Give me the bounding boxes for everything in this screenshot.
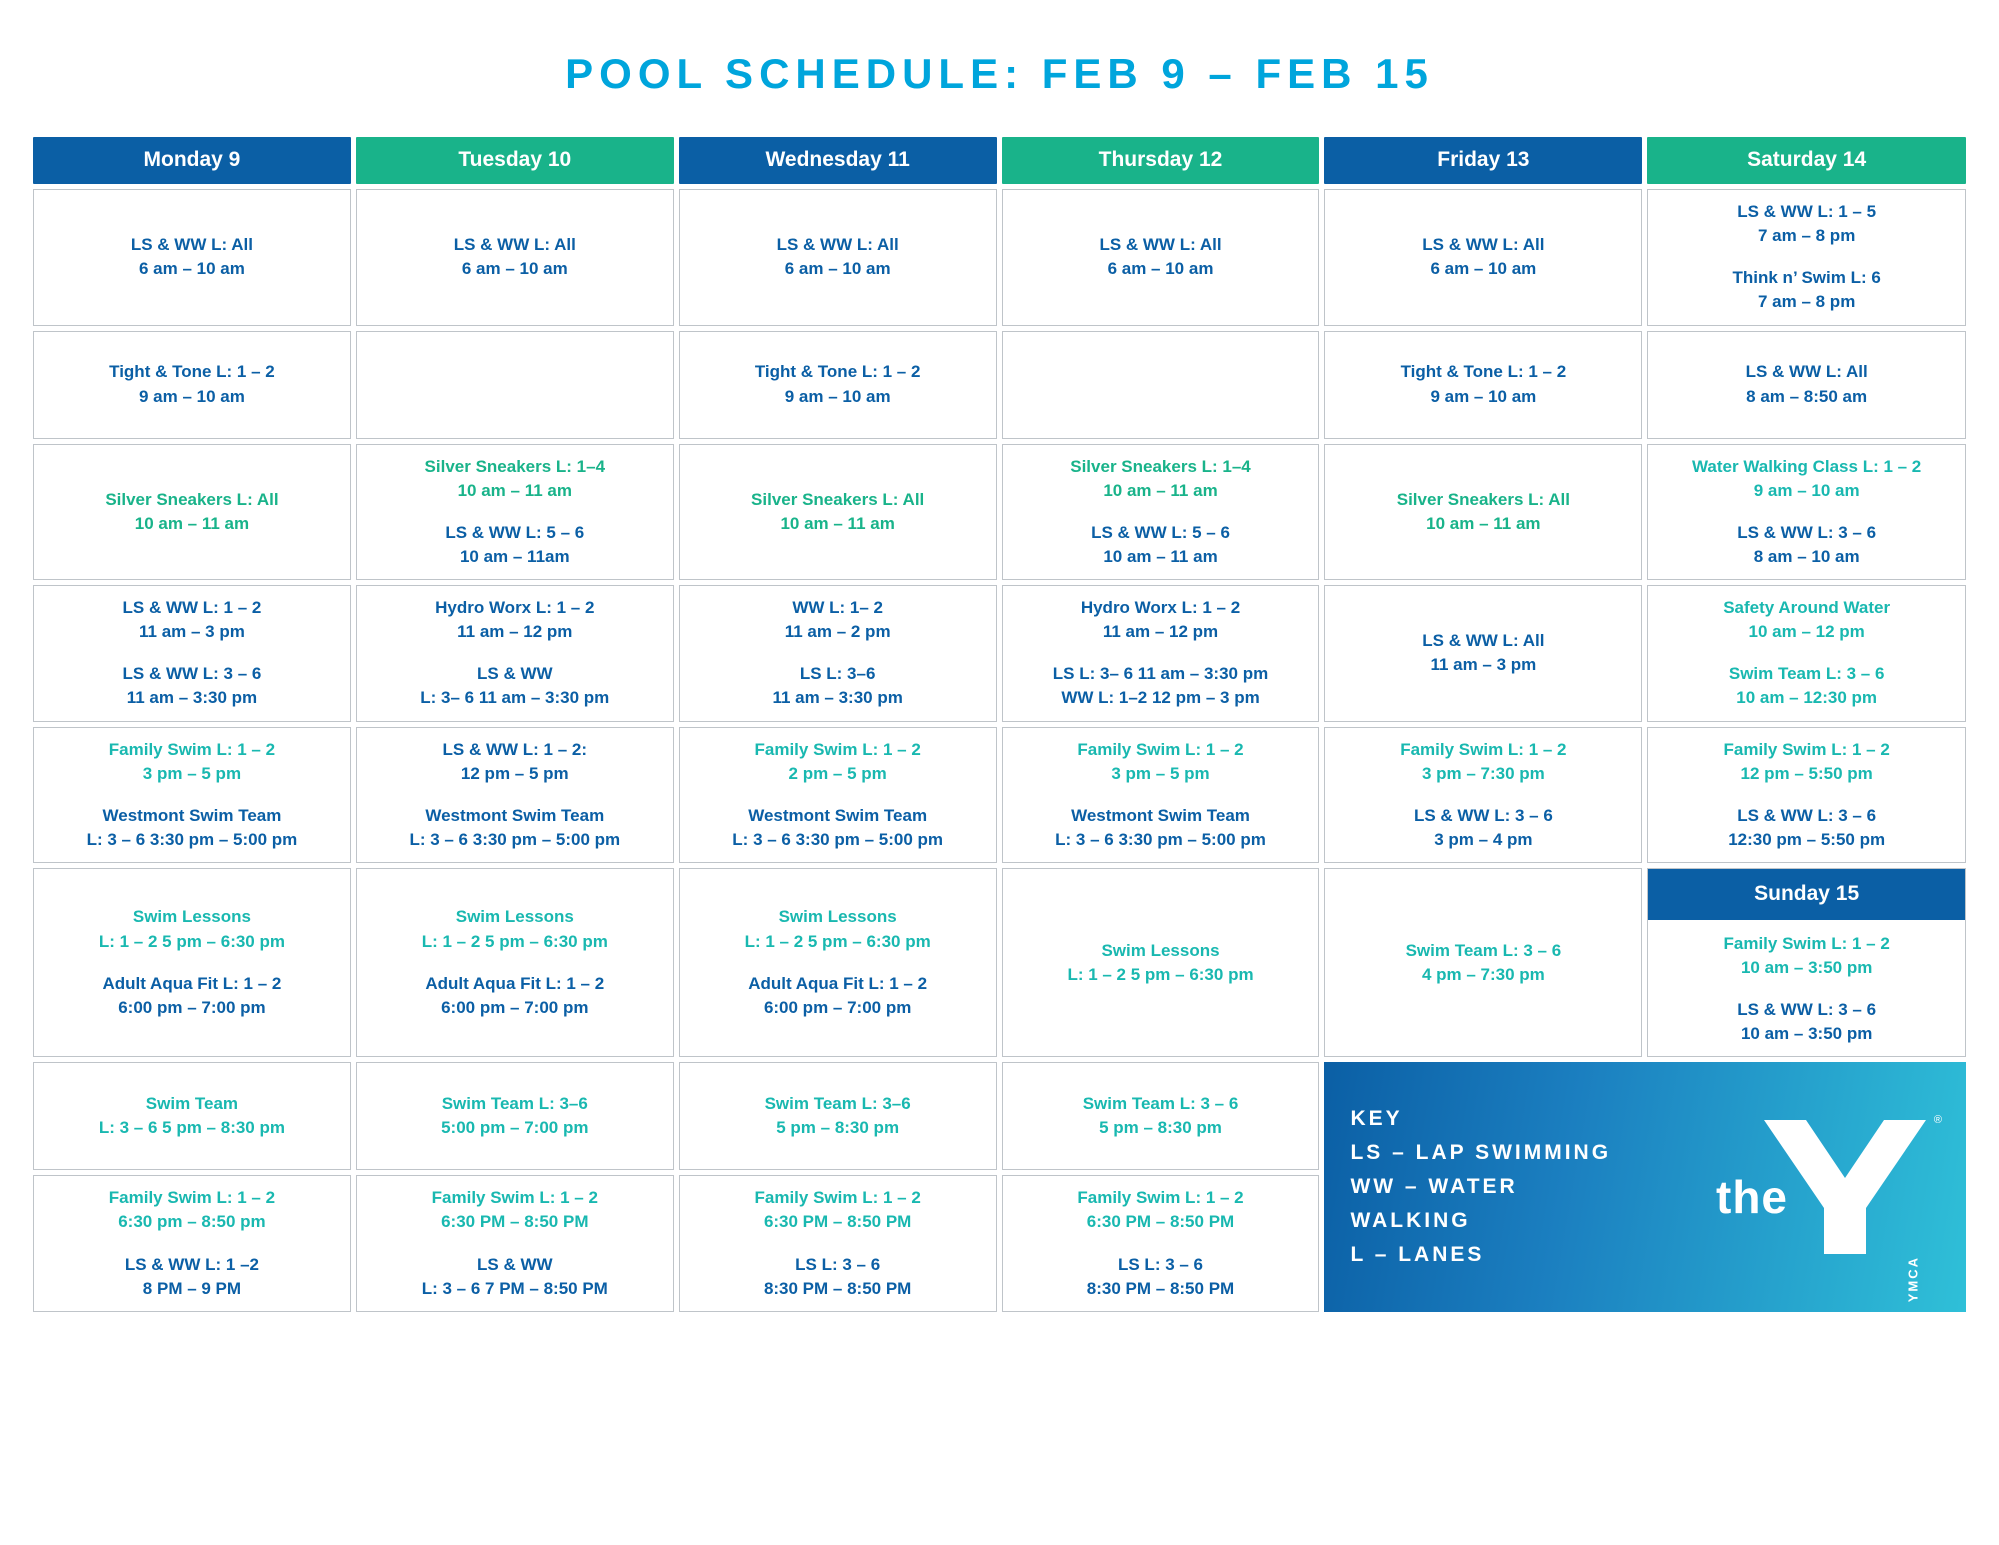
- slot-wednesday-silver-sneakers: Silver Sneakers L: All 10 am – 11 am: [679, 444, 997, 581]
- slot-friday-family-swim: Family Swim L: 1 – 2 3 pm – 7:30 pm LS & WW L: 3 – 6 3 pm – 4 pm: [1324, 727, 1642, 864]
- slot-wednesday-swim-team: Swim Team L: 3–6 5 pm – 8:30 pm: [679, 1062, 997, 1170]
- slot-thursday-swim-lessons: Swim Lessons L: 1 – 2 5 pm – 6:30 pm: [1002, 868, 1320, 1057]
- slot-wednesday-swim-lessons: Swim Lessons L: 1 – 2 5 pm – 6:30 pm Adult Aqua Fit L: 1 – 2 6:00 pm – 7:00 pm: [679, 868, 997, 1057]
- key-line-lanes: L – LANES: [1350, 1243, 1485, 1267]
- slot-saturday-ls-ww: LS & WW L: All 8 am – 8:50 am: [1647, 331, 1966, 439]
- slot-friday-early: LS & WW L: All 6 am – 10 am: [1324, 189, 1642, 326]
- table-row: [33, 189, 1966, 326]
- key-line-walking: WALKING: [1350, 1209, 1471, 1233]
- slot-monday-midday: LS & WW L: 1 – 2 11 am – 3 pm LS & WW L: 3 – 6 11 am – 3:30 pm: [33, 585, 351, 722]
- table-row: [33, 331, 1966, 439]
- slot-thursday-early: LS & WW L: All 6 am – 10 am: [1002, 189, 1320, 326]
- slot-tuesday-midday: Hydro Worx L: 1 – 2 11 am – 12 pm LS & WW L: 3– 6 11 am – 3:30 pm: [356, 585, 674, 722]
- slot-friday-midday: LS & WW L: All 11 am – 3 pm: [1324, 585, 1642, 722]
- slot-monday-silver-sneakers: Silver Sneakers L: All 10 am – 11 am: [33, 444, 351, 581]
- table-row: [33, 585, 1966, 722]
- slot-tuesday-silver-sneakers: Silver Sneakers L: 1–4 10 am – 11 am LS & WW L: 5 – 6 10 am – 11am: [356, 444, 674, 581]
- key-line-ww: WW – WATER: [1350, 1175, 1518, 1199]
- slot-wednesday-early: LS & WW L: All 6 am – 10 am: [679, 189, 997, 326]
- slot-monday-early: LS & WW L: All 6 am – 10 am: [33, 189, 351, 326]
- slot-saturday-water-walking: Water Walking Class L: 1 – 2 9 am – 10 am LS & WW L: 3 – 6 8 am – 10 am: [1647, 444, 1966, 581]
- table-row: [33, 868, 1966, 1057]
- slot-tuesday-evening: Family Swim L: 1 – 2 6:30 PM – 8:50 PM LS & WW L: 3 – 6 7 PM – 8:50 PM: [356, 1175, 674, 1312]
- slot-thursday-silver-sneakers: Silver Sneakers L: 1–4 10 am – 11 am LS & WW L: 5 – 6 10 am – 11 am: [1002, 444, 1320, 581]
- table-row: [33, 1062, 1966, 1170]
- day-header-saturday: Saturday 14: [1647, 137, 1966, 184]
- day-header-wednesday: Wednesday 11: [679, 137, 997, 184]
- slot-monday-swim-team: Swim Team L: 3 – 6 5 pm – 8:30 pm: [33, 1062, 351, 1170]
- day-header-monday: Monday 9: [33, 137, 351, 184]
- slot-tuesday-swim-lessons: Swim Lessons L: 1 – 2 5 pm – 6:30 pm Adult Aqua Fit L: 1 – 2 6:00 pm – 7:00 pm: [356, 868, 674, 1057]
- slot-monday-tight-tone: Tight & Tone L: 1 – 2 9 am – 10 am: [33, 331, 351, 439]
- slot-thursday-midday: Hydro Worx L: 1 – 2 11 am – 12 pm LS L: 3– 6 11 am – 3:30 pm WW L: 1–2 12 pm – 3 pm: [1002, 585, 1320, 722]
- slot-thursday-evening: Family Swim L: 1 – 2 6:30 PM – 8:50 PM LS L: 3 – 6 8:30 PM – 8:50 PM: [1002, 1175, 1320, 1312]
- ymca-logo-the-text: the: [1716, 1171, 1788, 1224]
- slot-saturday-family-swim: Family Swim L: 1 – 2 12 pm – 5:50 pm LS & WW L: 3 – 6 12:30 pm – 5:50 pm: [1647, 727, 1966, 864]
- schedule-table: [28, 132, 1971, 1317]
- slot-saturday-early: LS & WW L: 1 – 5 7 am – 8 pm Think n’ Swim L: 6 7 am – 8 pm: [1647, 189, 1966, 326]
- ymca-logo-mark-text: YMCA: [1905, 1256, 1920, 1303]
- key-line-ls: LS – LAP SWIMMING: [1350, 1141, 1612, 1165]
- slot-wednesday-evening: Family Swim L: 1 – 2 6:30 PM – 8:50 PM LS L: 3 – 6 8:30 PM – 8:50 PM: [679, 1175, 997, 1312]
- slot-empty: [356, 331, 674, 439]
- slot-tuesday-family-swim: LS & WW L: 1 – 2: 12 pm – 5 pm Westmont Swim Team L: 3 – 6 3:30 pm – 5:00 pm: [356, 727, 674, 864]
- table-row: [33, 727, 1966, 864]
- slot-saturday-safety-around-water: Safety Around Water 10 am – 12 pm Swim Team L: 3 – 6 10 am – 12:30 pm: [1647, 585, 1966, 722]
- key-legend-text: [1350, 1102, 1611, 1272]
- ymca-y-icon: [1750, 1112, 1940, 1262]
- day-header-thursday: Thursday 12: [1002, 137, 1320, 184]
- table-row: [33, 444, 1966, 581]
- slot-friday-tight-tone: Tight & Tone L: 1 – 2 9 am – 10 am: [1324, 331, 1642, 439]
- slot-friday-swim-team: Swim Team L: 3 – 6 4 pm – 7:30 pm: [1324, 868, 1642, 1057]
- slot-wednesday-tight-tone: Tight & Tone L: 1 – 2 9 am – 10 am: [679, 331, 997, 439]
- slot-wednesday-midday: WW L: 1– 2 11 am – 2 pm LS L: 3–6 11 am – 3:30 pm: [679, 585, 997, 722]
- slot-friday-silver-sneakers: Silver Sneakers L: All 10 am – 11 am: [1324, 444, 1642, 581]
- slot-thursday-swim-team: Swim Team L: 3 – 6 5 pm – 8:30 pm: [1002, 1062, 1320, 1170]
- page-title: POOL SCHEDULE: FEB 9 – FEB 15: [565, 50, 1434, 97]
- day-header-sunday: Sunday 15: [1648, 869, 1965, 920]
- table-header-row: [33, 137, 1966, 184]
- slot-wednesday-family-swim: Family Swim L: 1 – 2 2 pm – 5 pm Westmont Swim Team L: 3 – 6 3:30 pm – 5:00 pm: [679, 727, 997, 864]
- day-header-tuesday: Tuesday 10: [356, 137, 674, 184]
- slot-tuesday-early: LS & WW L: All 6 am – 10 am: [356, 189, 674, 326]
- slot-sunday: Sunday 15 Family Swim L: 1 – 2 10 am – 3:50 pm LS & WW L: 3 – 6 10 am – 3:50 pm: [1647, 868, 1966, 1057]
- slot-empty: [1002, 331, 1320, 439]
- ymca-registered-icon: ®: [1933, 1114, 1942, 1127]
- slot-monday-evening: Family Swim L: 1 – 2 6:30 pm – 8:50 pm LS & WW L: 1 –2 8 PM – 9 PM: [33, 1175, 351, 1312]
- ymca-logo: [1710, 1112, 1942, 1303]
- key-legend-box: [1324, 1062, 1966, 1312]
- slot-monday-swim-lessons: Swim Lessons L: 1 – 2 5 pm – 6:30 pm Adult Aqua Fit L: 1 – 2 6:00 pm – 7:00 pm: [33, 868, 351, 1057]
- slot-tuesday-swim-team: Swim Team L: 3–6 5:00 pm – 7:00 pm: [356, 1062, 674, 1170]
- slot-thursday-family-swim: Family Swim L: 1 – 2 3 pm – 5 pm Westmont Swim Team L: 3 – 6 3:30 pm – 5:00 pm: [1002, 727, 1320, 864]
- slot-monday-family-swim: Family Swim L: 1 – 2 3 pm – 5 pm Westmont Swim Team L: 3 – 6 3:30 pm – 5:00 pm: [33, 727, 351, 864]
- key-heading: KEY: [1350, 1107, 1403, 1131]
- day-header-friday: Friday 13: [1324, 137, 1642, 184]
